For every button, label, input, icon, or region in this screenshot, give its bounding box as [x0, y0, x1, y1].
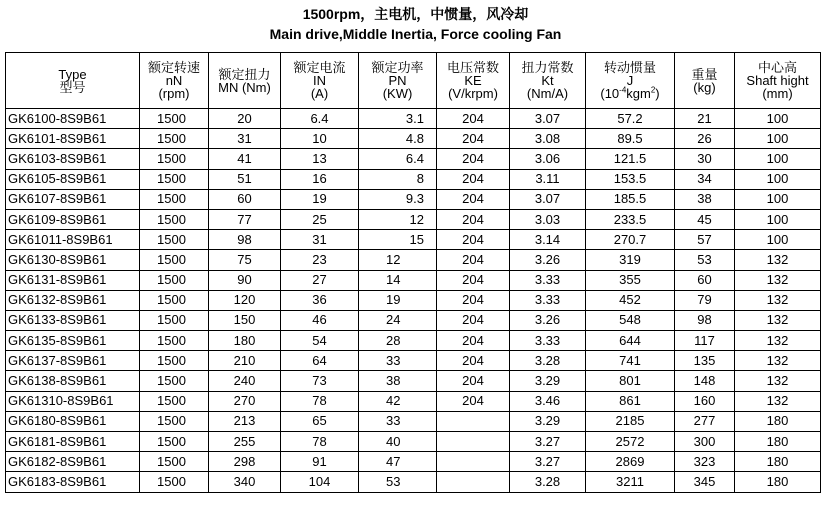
- cell-weight: 98: [675, 310, 735, 330]
- cell-voltage-constant: 204: [437, 209, 510, 229]
- cell-rated-speed: 1500: [140, 189, 209, 209]
- cell-rated-torque: 270: [209, 391, 281, 411]
- cell-type: GK61310-8S9B61: [6, 391, 140, 411]
- cell-rated-current: 73: [281, 371, 359, 391]
- cell-rated-power: 12: [359, 209, 437, 229]
- cell-rated-current: 64: [281, 351, 359, 371]
- cell-rated-torque: 60: [209, 189, 281, 209]
- header-rated-power: 额定功率 PN (KW): [359, 53, 437, 109]
- cell-shaft-height: 180: [735, 452, 821, 472]
- cell-inertia: 355: [586, 270, 675, 290]
- cell-rated-current: 13: [281, 149, 359, 169]
- cell-inertia: 319: [586, 250, 675, 270]
- cell-rated-torque: 340: [209, 472, 281, 492]
- cell-inertia: 2572: [586, 432, 675, 452]
- cell-voltage-constant: 204: [437, 189, 510, 209]
- cell-voltage-constant: [437, 411, 510, 431]
- cell-rated-power: 40: [359, 432, 437, 452]
- cell-weight: 277: [675, 411, 735, 431]
- cell-type: GK6132-8S9B61: [6, 290, 140, 310]
- cell-type: GK6133-8S9B61: [6, 310, 140, 330]
- cell-shaft-height: 100: [735, 109, 821, 129]
- cell-rated-torque: 150: [209, 310, 281, 330]
- cell-rated-power: 42: [359, 391, 437, 411]
- cell-type: GK6137-8S9B61: [6, 351, 140, 371]
- cell-rated-speed: 1500: [140, 331, 209, 351]
- cell-shaft-height: 132: [735, 290, 821, 310]
- cell-rated-speed: 1500: [140, 371, 209, 391]
- cell-rated-current: 36: [281, 290, 359, 310]
- cell-type: GK6138-8S9B61: [6, 371, 140, 391]
- cell-rated-current: 65: [281, 411, 359, 431]
- cell-inertia: 153.5: [586, 169, 675, 189]
- cell-type: GK6181-8S9B61: [6, 432, 140, 452]
- cell-torque-constant: 3.33: [510, 290, 586, 310]
- cell-rated-current: 78: [281, 391, 359, 411]
- cell-weight: 45: [675, 209, 735, 229]
- cell-voltage-constant: 204: [437, 270, 510, 290]
- table-row: [6, 472, 821, 492]
- cell-torque-constant: 3.33: [510, 270, 586, 290]
- header-rated-speed: 额定转速 nN (rpm): [140, 53, 209, 109]
- cell-rated-speed: 1500: [140, 310, 209, 330]
- title-line-2: Main drive,Middle Inertia, Force cooling Fan: [269, 26, 562, 42]
- cell-type: GK6100-8S9B61: [6, 109, 140, 129]
- cell-rated-torque: 255: [209, 432, 281, 452]
- cell-shaft-height: 180: [735, 411, 821, 431]
- cell-weight: 117: [675, 331, 735, 351]
- cell-rated-speed: 1500: [140, 391, 209, 411]
- cell-torque-constant: 3.27: [510, 432, 586, 452]
- cell-rated-power: 4.8: [359, 129, 437, 149]
- cell-shaft-height: 132: [735, 310, 821, 330]
- cell-rated-current: 25: [281, 209, 359, 229]
- cell-rated-torque: 210: [209, 351, 281, 371]
- header-shaft-height: 中心高 Shaft hight (mm): [735, 53, 821, 109]
- cell-shaft-height: 132: [735, 351, 821, 371]
- table-row: [6, 371, 821, 391]
- cell-inertia: 2185: [586, 411, 675, 431]
- cell-torque-constant: 3.26: [510, 250, 586, 270]
- cell-type: GK6101-8S9B61: [6, 129, 140, 149]
- cell-torque-constant: 3.28: [510, 472, 586, 492]
- cell-rated-current: 19: [281, 189, 359, 209]
- table-row: [6, 109, 821, 129]
- header-rated-current: 额定电流 IN (A): [281, 53, 359, 109]
- cell-rated-power: 24: [359, 310, 437, 330]
- cell-rated-current: 54: [281, 331, 359, 351]
- cell-rated-torque: 298: [209, 452, 281, 472]
- cell-rated-torque: 51: [209, 169, 281, 189]
- cell-shaft-height: 180: [735, 432, 821, 452]
- cell-rated-speed: 1500: [140, 250, 209, 270]
- header-voltage-constant: 电压常数 KE (V/krpm): [437, 53, 510, 109]
- cell-torque-constant: 3.28: [510, 351, 586, 371]
- cell-rated-speed: 1500: [140, 411, 209, 431]
- cell-rated-speed: 1500: [140, 432, 209, 452]
- cell-rated-current: 6.4: [281, 109, 359, 129]
- cell-inertia: 644: [586, 331, 675, 351]
- cell-rated-power: 15: [359, 230, 437, 250]
- header-weight: 重量 (kg): [675, 53, 735, 109]
- cell-rated-torque: 77: [209, 209, 281, 229]
- cell-voltage-constant: 204: [437, 169, 510, 189]
- cell-torque-constant: 3.07: [510, 189, 586, 209]
- header-rated-torque: 额定扭力 MN (Nm): [209, 53, 281, 109]
- cell-rated-current: 10: [281, 129, 359, 149]
- cell-rated-current: 91: [281, 452, 359, 472]
- cell-rated-torque: 31: [209, 129, 281, 149]
- cell-voltage-constant: 204: [437, 331, 510, 351]
- cell-type: GK6103-8S9B61: [6, 149, 140, 169]
- cell-rated-speed: 1500: [140, 452, 209, 472]
- cell-inertia: 121.5: [586, 149, 675, 169]
- cell-rated-current: 16: [281, 169, 359, 189]
- cell-rated-power: 38: [359, 371, 437, 391]
- cell-rated-current: 31: [281, 230, 359, 250]
- table-row: [6, 411, 821, 431]
- cell-rated-power: 8: [359, 169, 437, 189]
- cell-voltage-constant: 204: [437, 371, 510, 391]
- cell-torque-constant: 3.27: [510, 452, 586, 472]
- cell-voltage-constant: [437, 432, 510, 452]
- cell-inertia: 185.5: [586, 189, 675, 209]
- cell-weight: 135: [675, 351, 735, 371]
- cell-torque-constant: 3.03: [510, 209, 586, 229]
- table-row: [6, 169, 821, 189]
- cell-rated-speed: 1500: [140, 149, 209, 169]
- cell-voltage-constant: 204: [437, 310, 510, 330]
- title-line-1: 1500rpm，主电机，中惯量，风冷却: [302, 6, 529, 22]
- cell-voltage-constant: 204: [437, 351, 510, 371]
- cell-shaft-height: 100: [735, 149, 821, 169]
- cell-type: GK6183-8S9B61: [6, 472, 140, 492]
- cell-type: GK6180-8S9B61: [6, 411, 140, 431]
- cell-rated-current: 46: [281, 310, 359, 330]
- cell-rated-power: 6.4: [359, 149, 437, 169]
- cell-rated-power: 33: [359, 351, 437, 371]
- header-row: [6, 53, 821, 109]
- cell-voltage-constant: 204: [437, 230, 510, 250]
- table-row: [6, 290, 821, 310]
- cell-torque-constant: 3.14: [510, 230, 586, 250]
- cell-rated-torque: 120: [209, 290, 281, 310]
- cell-rated-torque: 20: [209, 109, 281, 129]
- cell-rated-speed: 1500: [140, 472, 209, 492]
- cell-type: GK61011-8S9B61: [6, 230, 140, 250]
- table-row: [6, 331, 821, 351]
- cell-torque-constant: 3.29: [510, 411, 586, 431]
- cell-rated-power: 14: [359, 270, 437, 290]
- cell-weight: 26: [675, 129, 735, 149]
- cell-torque-constant: 3.33: [510, 331, 586, 351]
- cell-rated-current: 104: [281, 472, 359, 492]
- cell-rated-power: 47: [359, 452, 437, 472]
- cell-weight: 300: [675, 432, 735, 452]
- cell-rated-speed: 1500: [140, 351, 209, 371]
- header-inertia: 转动惯量 J $(10^{-4}kgm^2)$: [586, 53, 675, 109]
- cell-weight: 53: [675, 250, 735, 270]
- table-body: [6, 109, 821, 493]
- cell-rated-current: 27: [281, 270, 359, 290]
- cell-voltage-constant: [437, 452, 510, 472]
- cell-shaft-height: 180: [735, 472, 821, 492]
- cell-shaft-height: 100: [735, 209, 821, 229]
- cell-shaft-height: 100: [735, 129, 821, 149]
- cell-inertia: 452: [586, 290, 675, 310]
- cell-weight: 148: [675, 371, 735, 391]
- cell-voltage-constant: 204: [437, 149, 510, 169]
- cell-rated-current: 23: [281, 250, 359, 270]
- cell-voltage-constant: 204: [437, 129, 510, 149]
- document-title: [0, 0, 831, 44]
- cell-torque-constant: 3.46: [510, 391, 586, 411]
- cell-weight: 60: [675, 270, 735, 290]
- cell-rated-current: 78: [281, 432, 359, 452]
- table-row: [6, 189, 821, 209]
- cell-rated-torque: 75: [209, 250, 281, 270]
- cell-rated-power: 3.1: [359, 109, 437, 129]
- cell-voltage-constant: 204: [437, 250, 510, 270]
- table-row: [6, 270, 821, 290]
- cell-weight: 38: [675, 189, 735, 209]
- table-row: [6, 351, 821, 371]
- cell-weight: 57: [675, 230, 735, 250]
- cell-rated-speed: 1500: [140, 169, 209, 189]
- cell-type: GK6105-8S9B61: [6, 169, 140, 189]
- cell-rated-torque: 41: [209, 149, 281, 169]
- cell-shaft-height: 132: [735, 371, 821, 391]
- cell-shaft-height: 132: [735, 391, 821, 411]
- cell-inertia: 57.2: [586, 109, 675, 129]
- cell-rated-power: 12: [359, 250, 437, 270]
- motor-spec-table: [5, 52, 821, 493]
- table-row: [6, 209, 821, 229]
- cell-rated-power: 53: [359, 472, 437, 492]
- inertia-unit: $(10^{-4}kgm^2)$: [600, 85, 660, 101]
- cell-type: GK6135-8S9B61: [6, 331, 140, 351]
- cell-torque-constant: 3.07: [510, 109, 586, 129]
- cell-shaft-height: 100: [735, 189, 821, 209]
- cell-rated-power: 19: [359, 290, 437, 310]
- header-type: Type 型号: [6, 53, 140, 109]
- cell-torque-constant: 3.06: [510, 149, 586, 169]
- table-row: [6, 250, 821, 270]
- header-torque-constant: 扭力常数 Kt (Nm/A): [510, 53, 586, 109]
- cell-inertia: 741: [586, 351, 675, 371]
- cell-rated-torque: 90: [209, 270, 281, 290]
- cell-weight: 34: [675, 169, 735, 189]
- cell-weight: 30: [675, 149, 735, 169]
- cell-inertia: 233.5: [586, 209, 675, 229]
- cell-rated-speed: 1500: [140, 109, 209, 129]
- cell-voltage-constant: 204: [437, 109, 510, 129]
- cell-rated-speed: 1500: [140, 209, 209, 229]
- cell-inertia: 89.5: [586, 129, 675, 149]
- cell-inertia: 3211: [586, 472, 675, 492]
- cell-rated-speed: 1500: [140, 129, 209, 149]
- cell-rated-torque: 213: [209, 411, 281, 431]
- cell-rated-power: 33: [359, 411, 437, 431]
- cell-type: GK6131-8S9B61: [6, 270, 140, 290]
- cell-weight: 323: [675, 452, 735, 472]
- cell-weight: 21: [675, 109, 735, 129]
- table-row: [6, 149, 821, 169]
- cell-torque-constant: 3.11: [510, 169, 586, 189]
- cell-inertia: 801: [586, 371, 675, 391]
- table-row: [6, 310, 821, 330]
- cell-torque-constant: 3.29: [510, 371, 586, 391]
- cell-type: GK6130-8S9B61: [6, 250, 140, 270]
- cell-shaft-height: 132: [735, 250, 821, 270]
- cell-rated-speed: 1500: [140, 270, 209, 290]
- cell-rated-speed: 1500: [140, 290, 209, 310]
- cell-rated-torque: 180: [209, 331, 281, 351]
- cell-weight: 160: [675, 391, 735, 411]
- table-row: [6, 129, 821, 149]
- cell-torque-constant: 3.08: [510, 129, 586, 149]
- cell-rated-speed: 1500: [140, 230, 209, 250]
- cell-torque-constant: 3.26: [510, 310, 586, 330]
- cell-inertia: 861: [586, 391, 675, 411]
- cell-shaft-height: 132: [735, 331, 821, 351]
- cell-rated-power: 28: [359, 331, 437, 351]
- cell-shaft-height: 132: [735, 270, 821, 290]
- table-row: [6, 230, 821, 250]
- cell-type: GK6109-8S9B61: [6, 209, 140, 229]
- cell-inertia: 548: [586, 310, 675, 330]
- cell-type: GK6182-8S9B61: [6, 452, 140, 472]
- cell-voltage-constant: 204: [437, 290, 510, 310]
- cell-shaft-height: 100: [735, 169, 821, 189]
- cell-type: GK6107-8S9B61: [6, 189, 140, 209]
- cell-weight: 79: [675, 290, 735, 310]
- cell-inertia: 270.7: [586, 230, 675, 250]
- cell-rated-torque: 98: [209, 230, 281, 250]
- cell-inertia: 2869: [586, 452, 675, 472]
- table-row: [6, 452, 821, 472]
- cell-weight: 345: [675, 472, 735, 492]
- cell-voltage-constant: 204: [437, 391, 510, 411]
- cell-voltage-constant: [437, 472, 510, 492]
- cell-rated-power: 9.3: [359, 189, 437, 209]
- cell-shaft-height: 100: [735, 230, 821, 250]
- cell-rated-torque: 240: [209, 371, 281, 391]
- table-row: [6, 391, 821, 411]
- table-row: [6, 432, 821, 452]
